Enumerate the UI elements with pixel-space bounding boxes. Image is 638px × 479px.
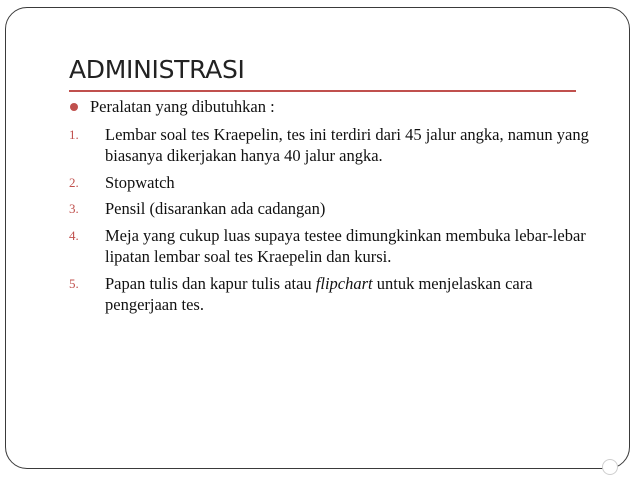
list-item-4 xyxy=(69,225,599,268)
list-number: 3. xyxy=(69,201,79,216)
list-item-2 xyxy=(69,172,599,194)
list-number: 1. xyxy=(69,126,79,142)
list-item-text-end: untuk menjelaskan cara pengerjaan tes. xyxy=(105,273,533,314)
slide-content xyxy=(69,96,599,321)
list-number: 4. xyxy=(69,227,79,243)
intro-text: Peralatan yang dibutuhkan : xyxy=(90,97,275,116)
list-item-5 xyxy=(69,273,599,316)
slide-title: ADMINISTRASI xyxy=(69,55,245,84)
list-item-text: Lembar soal tes Kraepelin, tes ini terdiri dari 45 jalur angka, namun yang biasanya dikerjakan hanya 40 jalur angka. xyxy=(105,124,589,165)
list-number: 2. xyxy=(69,174,79,190)
title-underline xyxy=(69,90,576,92)
list-item-3 xyxy=(69,198,599,220)
list-item-text: Meja yang cukup luas supaya testee dimungkinkan membuka lebar-lebar lipatan lembar soal tes Kraepelin dan kursi. xyxy=(105,225,586,266)
list-item-1 xyxy=(69,124,599,167)
intro-bullet xyxy=(69,96,599,118)
list-item-italic-term: flipchart xyxy=(315,273,373,293)
corner-circle-decoration xyxy=(602,459,618,475)
list-number: 5. xyxy=(69,275,79,291)
list-item-text: Stopwatch xyxy=(105,172,175,192)
bullet-dot-icon xyxy=(70,103,78,111)
list-item-text: Pensil (disarankan ada cadangan) xyxy=(105,199,326,218)
list-item-text-start: Papan tulis dan kapur tulis atau xyxy=(105,273,316,293)
